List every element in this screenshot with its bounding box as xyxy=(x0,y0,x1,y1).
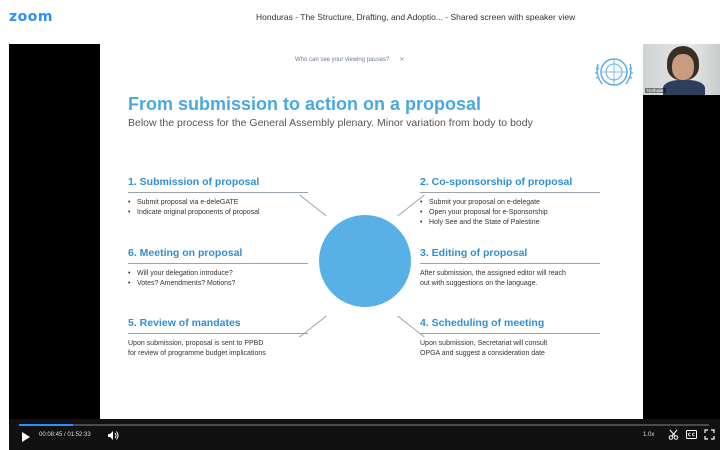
player-controls xyxy=(9,419,720,450)
step-text: out with suggestions on the language. xyxy=(420,280,538,287)
cc-icon[interactable] xyxy=(686,429,697,440)
volume-icon[interactable] xyxy=(107,430,119,441)
play-icon[interactable] xyxy=(22,432,30,442)
participant-name: Nathalie xyxy=(647,88,664,93)
speaker-video-thumbnail[interactable] xyxy=(643,44,720,95)
step-bullet: • Indicate original proponents of proposal xyxy=(128,208,308,218)
step-title: 1. Submission of proposal xyxy=(128,176,308,193)
step-bullet: • Submit your proposal on e-delegate xyxy=(420,198,600,208)
title-bar xyxy=(0,0,720,38)
step-text: Upon submission, proposal is sent to PPBD xyxy=(128,340,264,347)
step-bullet: • Will your delegation introduce? xyxy=(128,269,308,279)
scissors-icon[interactable] xyxy=(668,429,679,440)
share-banner-text: Who can see your viewing pauses? xyxy=(295,57,390,63)
participant-body xyxy=(663,80,705,95)
zoom-logo: zoom xyxy=(9,9,53,25)
step-submission xyxy=(128,176,308,218)
step-text: for review of programme budget implications xyxy=(128,350,266,357)
step-bullet: • Holy See and the State of Palestine xyxy=(420,218,600,228)
step-bullet: • Open your proposal for e-Sponsorship xyxy=(420,208,600,218)
step-title: 3. Editing of proposal xyxy=(420,247,600,264)
slide-title: From submission to action on a proposal xyxy=(128,94,482,114)
playback-speed[interactable]: 1.0x xyxy=(643,432,655,438)
shared-slide xyxy=(100,44,643,438)
step-co-sponsorship xyxy=(420,176,600,228)
step-title: 6. Meeting on proposal xyxy=(128,247,308,264)
un-emblem-icon xyxy=(592,52,636,92)
window-title: Honduras - The Structure, Drafting, and Adoptio... - Shared screen with speaker view xyxy=(256,12,576,22)
step-meeting xyxy=(128,247,308,289)
participant-face xyxy=(672,54,694,80)
progress-fill xyxy=(19,424,73,426)
share-banner[interactable] xyxy=(295,56,404,63)
step-review xyxy=(128,317,308,359)
step-title: 4. Scheduling of meeting xyxy=(420,317,600,334)
time-display: 00:08:45 / 01:52:33 xyxy=(39,432,91,438)
step-title: 5. Review of mandates xyxy=(128,317,308,334)
progress-bar[interactable] xyxy=(19,424,709,426)
step-bullet: • Submit proposal via e-deleGATE xyxy=(128,198,308,208)
step-editing xyxy=(420,247,600,289)
step-bullet: • Votes? Amendments? Motions? xyxy=(128,279,308,289)
center-circle xyxy=(319,215,411,307)
step-text: Upon submission, Secretariat will consult xyxy=(420,340,548,347)
close-icon[interactable]: ✕ xyxy=(399,57,405,63)
fullscreen-icon[interactable] xyxy=(704,429,715,440)
step-title: 2. Co-sponsorship of proposal xyxy=(420,176,600,193)
step-scheduling xyxy=(420,317,600,359)
step-text: After submission, the assigned editor will reach xyxy=(420,270,566,277)
slide-subtitle: Below the process for the General Assembly plenary. Minor variation from body to body xyxy=(128,117,533,129)
step-text: OPGA and suggest a consideration date xyxy=(420,350,545,357)
